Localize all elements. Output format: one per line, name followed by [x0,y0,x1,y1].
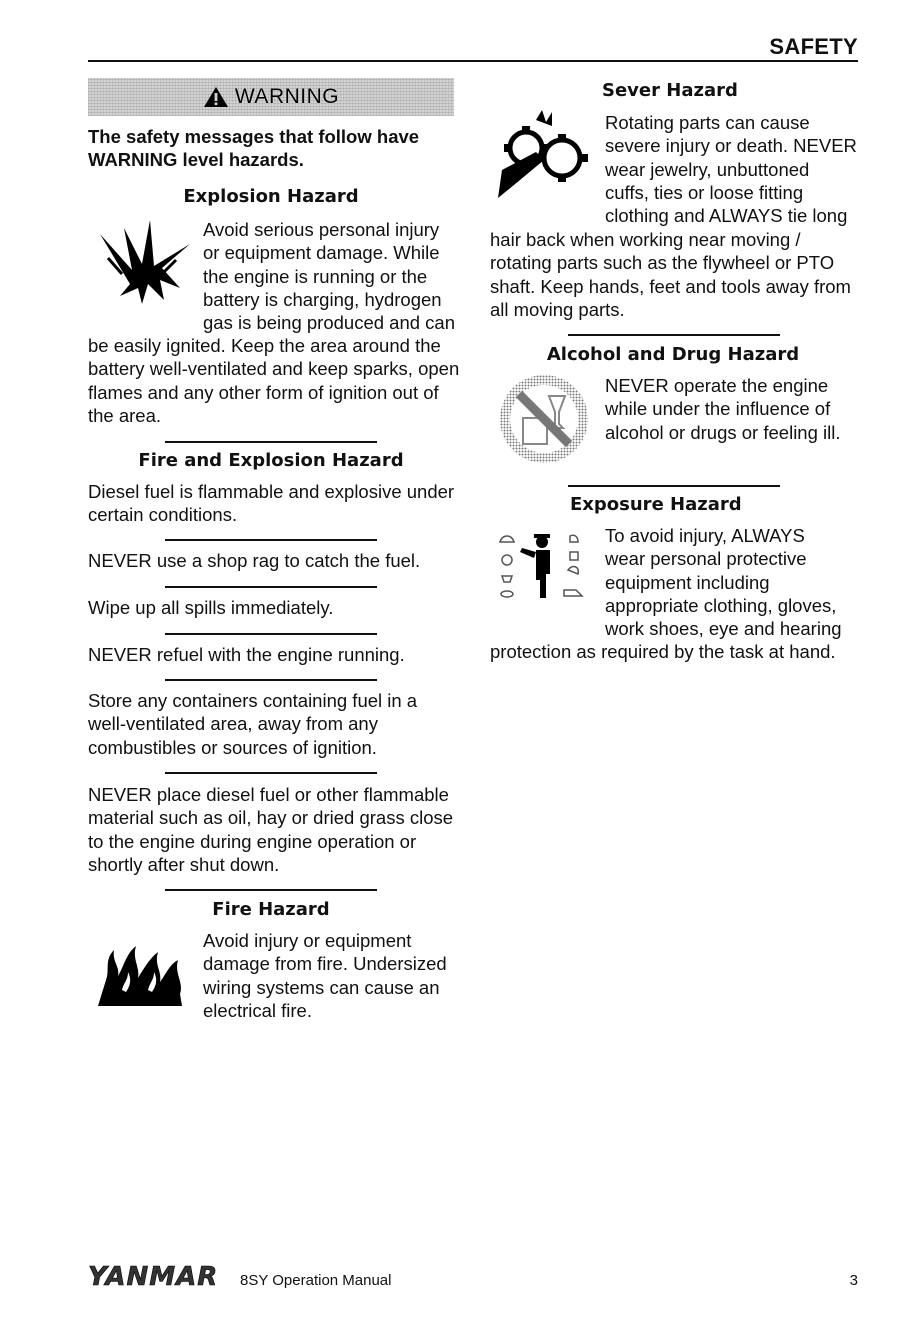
no-alcohol-drug-icon [497,372,591,466]
fire-explosion-hazard-title: Fire and Explosion Hazard [138,450,404,471]
text-line: clothing and ALWAYS tie long [605,205,848,227]
brand-name: YANMAR [88,1262,219,1292]
fire-explosion-text-5: Store any containers containing fuel in a well-ventilated area, away from any combustibles or sources of ignition. [88,690,418,758]
manual-name: 8SY Operation Manual [240,1272,392,1289]
sever-hazard-text [605,111,867,227]
warning-triangle-icon [203,86,229,108]
text-line: Rotating parts can cause [605,112,810,133]
alcohol-drug-hazard-text: NEVER operate the engine while under the influence of alcohol or drugs or feeling ill. [605,375,841,443]
section-divider [165,679,377,681]
exposure-hazard-continued: protection as required by the task at hand. [490,641,836,662]
text-line: the engine is running or the [203,265,428,287]
section-divider [165,441,377,443]
section-divider [568,485,780,487]
text-line: severe injury or death. NEVER [605,135,857,157]
text-line: or equipment damage. While [203,242,440,264]
explosion-hazard-title: Explosion Hazard [183,186,359,207]
explosion-icon [90,214,194,306]
warning-banner [88,78,454,116]
text-line: wear personal protective [605,548,807,570]
explosion-hazard-text [203,218,463,334]
section-divider [165,772,377,774]
page-number: 3 [849,1272,858,1289]
text-line: gas is being produced and can [203,312,455,334]
fire-explosion-text-2: NEVER use a shop rag to catch the fuel. [88,550,421,571]
section-divider [165,889,377,891]
fire-hazard-text: Avoid injury or equipment damage from fire. Undersized wiring systems can cause an electrical fire. [203,930,447,1021]
text-line: work shoes, eye and hearing [605,618,842,640]
section-divider [568,334,780,336]
fire-explosion-text-6: NEVER place diesel fuel or other flammable material such as oil, hay or dried grass close to the engine during engine operation or shortly after shut down. [88,784,454,875]
text-line: Avoid serious personal injury [203,219,440,240]
exposure-hazard-text [605,524,867,640]
text-line: appropriate clothing, gloves, [605,594,837,616]
fire-icon [94,940,188,1006]
fire-explosion-text-1: Diesel fuel is flammable and explosive under certain conditions. [88,481,455,526]
sever-hazard-title: Sever Hazard [602,80,738,101]
section-divider [165,586,377,588]
sever-hazard-continued: hair back when working near moving / rotating parts such as the flywheel or PTO shaft. Keep hands, feet and tools away from all moving parts. [490,229,851,320]
protective-equipment-icon [496,530,590,602]
intro-text: The safety messages that follow have WARNING level hazards. [88,126,420,170]
text-line: To avoid injury, ALWAYS [605,525,805,546]
explosion-hazard-continued: be easily ignited. Keep the area around the battery well-ventilated and keep sparks, open flames and any other form of ignition out of the area. [88,335,460,426]
section-divider [165,633,377,635]
section-divider [165,539,377,541]
text-line: wear jewelry, unbuttoned [605,158,810,180]
header-divider [88,60,858,62]
alcohol-drug-hazard-title: Alcohol and Drug Hazard [546,344,800,365]
warning-label: WARNING [234,85,340,108]
fire-hazard-title: Fire Hazard [212,899,330,920]
fire-explosion-text-4: NEVER refuel with the engine running. [88,644,405,665]
yanmar-logo [88,1262,218,1292]
text-line: cuffs, ties or loose fitting [605,181,804,203]
gear-hand-icon [496,110,592,200]
text-line: battery is charging, hydrogen [203,288,442,310]
exposure-hazard-title: Exposure Hazard [570,494,742,515]
fire-explosion-text-3: Wipe up all spills immediately. [88,597,334,618]
text-line: equipment including [605,571,770,593]
page-section-title: SAFETY [769,34,858,59]
